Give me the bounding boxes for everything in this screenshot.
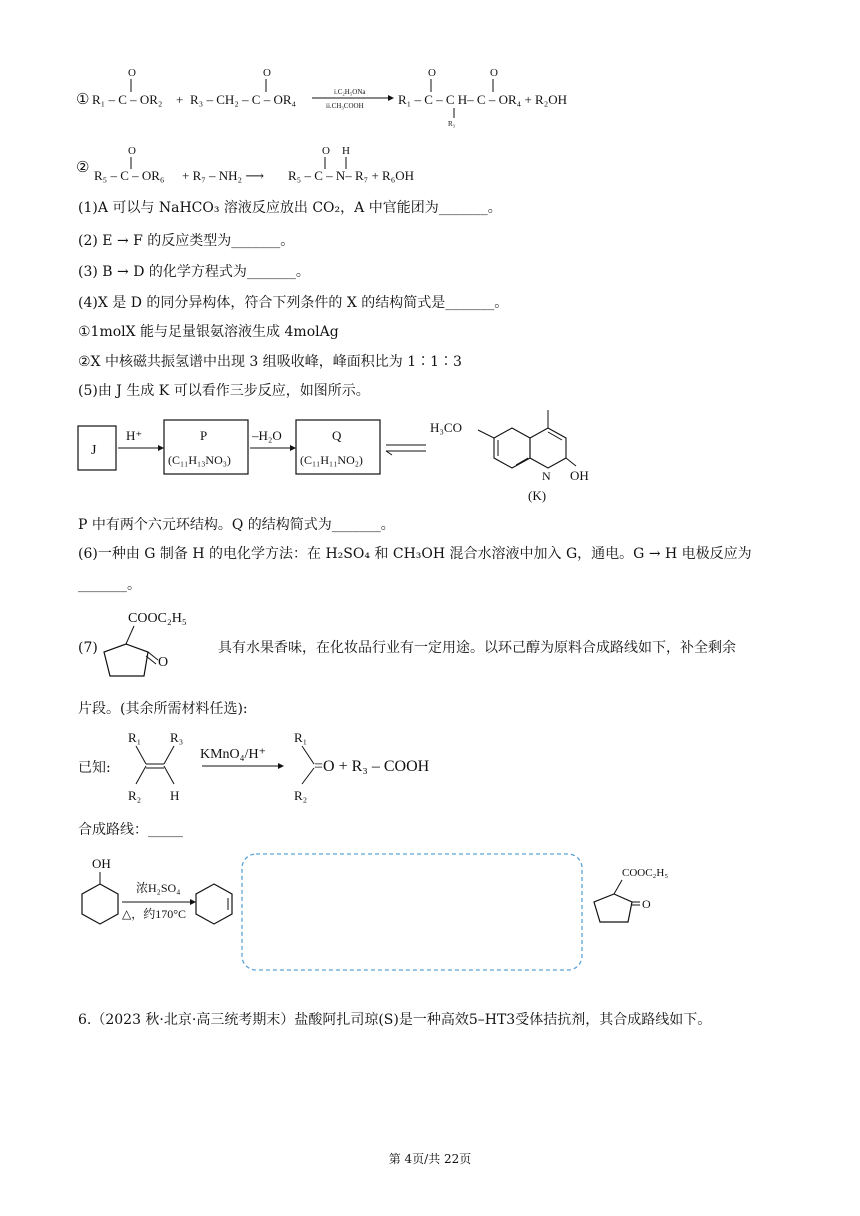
box-q-name: Q bbox=[332, 428, 342, 443]
nitrogen-label: N bbox=[542, 469, 551, 483]
route-arrow-head bbox=[190, 899, 196, 905]
target-molecule-structure bbox=[96, 604, 216, 684]
question-6-line-1: (6)一种由 G 制备 H 的电化学方法：在 H₂SO₄ 和 CH₃OH 混合水溶液中加入 G，通电。G → H 电极反应为 bbox=[78, 546, 752, 562]
box-j bbox=[78, 426, 116, 470]
reaction-2-marker: ② bbox=[76, 160, 90, 176]
question-4: (4)X 是 D 的同分异构体，符合下列条件的 X 的结构简式是_______。 bbox=[78, 295, 509, 311]
question-5-text: P 中有两个六元环结构。Q 的结构简式为_______。 bbox=[78, 517, 395, 533]
keto-oxygen-label: O bbox=[158, 655, 169, 670]
alkene-r3: R₃ bbox=[170, 730, 184, 745]
question-6-line-2: _______。 bbox=[78, 577, 141, 593]
cyclohexanol-oh-label: OH bbox=[92, 856, 111, 871]
arrow-1-head bbox=[158, 445, 164, 451]
target-keto-oxygen: O bbox=[642, 897, 651, 911]
known-arrow-head bbox=[278, 763, 284, 769]
carbonyl-oxygen-label: O bbox=[128, 145, 136, 157]
scheme-j-to-k bbox=[76, 408, 616, 508]
question-3: (3) B → D 的化学方程式为_______。 bbox=[78, 264, 310, 280]
cyclohexene-ring bbox=[196, 884, 232, 924]
page-footer: 第 4页/共 22页 bbox=[388, 1152, 472, 1166]
box-p-formula: (C₁₁H₁₃NO₃) bbox=[168, 453, 231, 467]
alkene-h: H bbox=[170, 788, 180, 803]
carbonyl-oxygen-label: O bbox=[128, 67, 136, 79]
reaction-1-scheme bbox=[70, 62, 610, 128]
carbonyl-oxygen-label: O bbox=[490, 67, 498, 79]
question-4-condition-1: ①1molX 能与足量银氨溶液生成 4molAg bbox=[78, 324, 339, 340]
ester-bond bbox=[126, 626, 134, 644]
route-reagent-top: 浓H₂SO₄ bbox=[136, 881, 181, 895]
cyclopentane-ring bbox=[104, 644, 148, 676]
question-4-condition-2: ②X 中核磁共振氢谱中出现 3 组吸收峰，峰面积比为 1∶1∶3 bbox=[78, 354, 462, 370]
product-r1: R₁ bbox=[294, 730, 308, 745]
methoxy-label: H₃CO bbox=[430, 420, 462, 435]
alkene-bond bbox=[136, 766, 146, 784]
route-reagent-bottom: △，约170°C bbox=[122, 907, 187, 921]
reaction-1-reactant-ester: R₁ – C – OR₂ bbox=[92, 92, 163, 107]
product-r2: R₂ bbox=[294, 788, 308, 803]
question-7-text: 具有水果香味，在化妆品行业有一定用途。以环己醇为原料合成路线如下，补全剩余 bbox=[218, 640, 736, 656]
pyridine-ring bbox=[530, 428, 566, 468]
product-bond bbox=[302, 768, 314, 784]
box-j-label: J bbox=[91, 443, 97, 458]
ring-double-bond bbox=[548, 432, 562, 440]
known-product: =O + R₃ – COOH bbox=[314, 758, 430, 775]
reaction-2-scheme bbox=[70, 140, 470, 190]
box-q-formula: (C₁₁H₁₁NO₂) bbox=[300, 453, 363, 467]
substituent-r3: R₃ bbox=[448, 120, 456, 128]
target-cyclopentane-ring bbox=[594, 894, 632, 922]
known-reagent: KMnO₄/H⁺ bbox=[200, 747, 266, 762]
methoxy-bond bbox=[478, 430, 494, 438]
plus-sign: + bbox=[176, 92, 184, 107]
amide-h-label: H bbox=[342, 145, 350, 157]
synthesis-route bbox=[76, 852, 696, 976]
question-1: (1)A 可以与 NaHCO₃ 溶液反应放出 CO₂，A 中官能团为_______。 bbox=[78, 200, 502, 216]
known-reaction-scheme bbox=[118, 724, 478, 810]
arrow-head bbox=[388, 95, 394, 101]
reaction-1-reactant-ester-2: R₃ – CH₂ – C – OR₄ bbox=[190, 92, 297, 107]
hydroxy-bond bbox=[566, 458, 576, 466]
route-label: 合成路线：_____ bbox=[78, 822, 183, 838]
cyclohexanol-ring bbox=[82, 884, 118, 924]
alkene-bond bbox=[164, 766, 174, 784]
carbonyl-oxygen-label: O bbox=[322, 145, 330, 157]
product-bond bbox=[302, 746, 314, 764]
alkene-bond bbox=[164, 746, 174, 764]
equilibrium-arrow-head bbox=[386, 451, 392, 455]
answer-blank-box bbox=[242, 854, 582, 970]
hydroxy-label: OH bbox=[570, 468, 589, 483]
reaction-2-product: R₅ – C – N– R₇ + R₆OH bbox=[288, 168, 415, 183]
box-p-name: P bbox=[200, 428, 208, 443]
condition-bottom: ii.CH₃COOH bbox=[326, 102, 364, 110]
alkene-r1: R₁ bbox=[128, 730, 142, 745]
arrow-2-label: –H₂O bbox=[252, 428, 282, 443]
known-label: 已知: bbox=[78, 760, 111, 776]
question-2: (2) E → F 的反应类型为_______。 bbox=[78, 233, 295, 249]
arrow-2-head bbox=[290, 445, 296, 451]
carbonyl-oxygen-label: O bbox=[428, 67, 436, 79]
reaction-1-marker: ① bbox=[76, 92, 90, 108]
next-question: 6.（2023 秋·北京·高三统考期末）盐酸阿扎司琼(S)是一种高效5–HT3受体拮抗剂，其合成路线如下。 bbox=[78, 1012, 712, 1028]
compound-k-label: (K) bbox=[528, 488, 547, 503]
ester-substituent-label: COOC₂H₅ bbox=[128, 611, 187, 626]
reaction-2-reactant-amine: + R₇ – NH₂ ⟶ bbox=[182, 168, 264, 183]
reaction-1-product: R₁ – C – C H– C – OR₄ + R₂OH bbox=[398, 92, 568, 107]
question-5: (5)由 J 生成 K 可以看作三步反应，如图所示。 bbox=[78, 383, 370, 399]
reaction-2-reactant-ester: R₅ – C – OR₆ bbox=[94, 168, 165, 183]
question-7-text-2: 片段。(其余所需材料任选): bbox=[78, 701, 248, 717]
condition-top: i.C₂H₅ONa bbox=[334, 88, 366, 96]
benzene-ring bbox=[494, 428, 530, 468]
ring-double-bond bbox=[516, 458, 528, 465]
target-ester-bond bbox=[614, 880, 622, 894]
alkene-bond bbox=[136, 746, 146, 764]
alkene-r2: R₂ bbox=[128, 788, 142, 803]
carbonyl-oxygen-label: O bbox=[263, 67, 271, 79]
arrow-1-label: H⁺ bbox=[126, 428, 143, 443]
target-ester-label: COOC₂H₅ bbox=[622, 867, 669, 879]
question-7-number: (7) bbox=[78, 640, 98, 656]
